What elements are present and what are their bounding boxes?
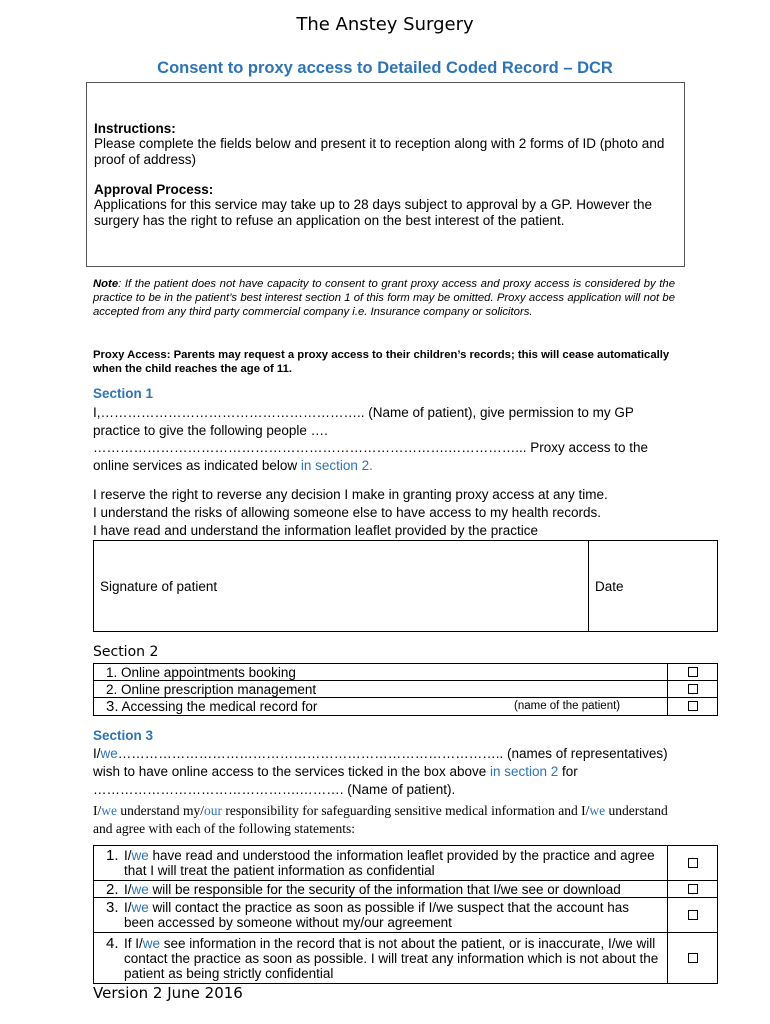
instructions-label: Instructions: [94, 121, 176, 136]
statement-text [124, 848, 661, 878]
section2-ref: in section 2 [489, 764, 559, 779]
signature-label: Signature of patient [100, 578, 218, 594]
service-checkbox[interactable] [688, 684, 698, 694]
service-label: Online prescription management [121, 681, 317, 697]
we-text: we [101, 803, 117, 818]
date-field[interactable] [589, 541, 718, 632]
statement-num: 4. [106, 934, 119, 952]
proxy-access-text: Proxy Access: Parents may request a proxy access to their children’s records; this will cease automatically when the child reaches the age of 11. [93, 349, 670, 375]
section3-paragraph2 [93, 802, 683, 838]
service-checkbox[interactable] [688, 667, 698, 677]
instructions-text: Please complete the fields below and present it to reception along with 2 forms of ID (photo and proof of address) [94, 136, 665, 167]
statement-text [124, 900, 661, 930]
services-table [93, 663, 718, 716]
statement-row [94, 898, 718, 933]
statement-row [94, 881, 718, 898]
statement-num: 3. [106, 899, 119, 916]
statement-text [124, 882, 621, 897]
approval-label: Approval Process: [94, 182, 214, 197]
note-paragraph [93, 277, 675, 319]
text: have read and understood the information leaflet provided by the practice and agree that I will treat the patient information as confidential [124, 848, 655, 878]
statement-row [94, 846, 718, 881]
text: will contact the practice as soon as possible if I/we suspect that the account has been accessed by someone without my/our agreement [124, 900, 630, 930]
service-num: 1. [106, 664, 118, 680]
statement-row [94, 933, 718, 984]
statement-checkbox[interactable] [688, 910, 698, 920]
statement-num: 2. [106, 880, 119, 898]
section1-line2 [93, 439, 683, 475]
we-text: we [131, 848, 149, 863]
date-label: Date [595, 578, 624, 594]
text: understand and agree with each of the following statements: [93, 803, 668, 836]
section1-line1: I,………………………………………………….. (Name of patient), give permission to my GP practice to give the following people …. [93, 405, 634, 438]
text: will be responsible for the security of the information that I/we see or download [148, 881, 621, 897]
service-row [94, 681, 718, 698]
signature-table [93, 540, 718, 632]
section1-line2-ref: in section 2. [300, 458, 373, 473]
statement-checkbox[interactable] [688, 953, 698, 963]
service-num: 2. [106, 681, 118, 697]
section2-heading: Section 2 [93, 644, 159, 660]
service-checkbox[interactable] [688, 701, 698, 711]
form-title: Consent to proxy access to Detailed Coded Record – DCR [157, 59, 613, 77]
service-row [94, 698, 718, 716]
statement-checkbox[interactable] [688, 858, 698, 868]
section1-statement2: I understand the risks of allowing someone else to have access to my health records. [93, 505, 602, 520]
statement-num: 1. [106, 847, 119, 864]
we-text: we [131, 881, 149, 897]
service-row [94, 664, 718, 681]
version-footer: Version 2 June 2016 [93, 984, 243, 1002]
text: for ……………………………………….………. (Name of patient). [93, 764, 578, 797]
signature-field[interactable] [94, 541, 589, 632]
text: see information in the record that is not about the patient, or is inaccurate, I/we will contact the practice as soon as possible. I will treat any information which is not about the patient as being strictly confidential [124, 935, 659, 981]
statement-text [124, 936, 661, 981]
text: responsibility for safeguarding sensitive medical information and I/ [222, 803, 590, 818]
text: If I/ [124, 935, 143, 951]
service-label: Accessing the medical record for [121, 699, 318, 714]
section1-statement1: I reserve the right to reverse any decision I make in granting proxy access at any time. [93, 487, 608, 502]
service-note: (name of the patient) [514, 700, 621, 712]
section1-statement3: I have read and understand the information leaflet provided by the practice [93, 523, 539, 538]
we-text: we [100, 746, 118, 761]
surgery-name: The Anstey Surgery [296, 14, 474, 35]
service-num: 3. [106, 698, 119, 715]
section3-heading: Section 3 [93, 728, 154, 743]
text: understand my/ [117, 803, 204, 818]
text: I/ [93, 803, 102, 818]
service-label: Online appointments booking [121, 664, 296, 680]
our-text: our [204, 803, 222, 818]
text: ………………………………………………………………………….. (names of representatives) wish to have online access to the services ticked in the box above [93, 746, 668, 779]
we-text: we [589, 803, 606, 818]
text: I/ [124, 900, 132, 915]
we-text: we [142, 935, 161, 951]
statement-checkbox[interactable] [688, 884, 698, 894]
note-text: : If the patient does not have capacity to consent to grant proxy access and proxy access is considered by the practice to be in the patient’s best interest section 1 of this form may be omitted. Proxy access application will not be accepted from any third party commercial company i.e. Insurance company or solicitors. [93, 278, 675, 318]
section3-paragraph1 [93, 745, 683, 799]
text: I/ [124, 881, 132, 897]
instructions-box [86, 82, 685, 267]
statements-table [93, 845, 718, 984]
section1-heading: Section 1 [93, 386, 154, 401]
section1-line2-text: …………………………………………………………………….……………... Proxy access to the online services as indicated below [93, 440, 649, 473]
we-text: we [131, 900, 149, 915]
approval-text: Applications for this service may take up to 28 days subject to approval by a GP. However the surgery has the right to refuse an application on the best interest of the patient. [94, 197, 653, 228]
note-label: Note [93, 278, 119, 290]
text: I/ [124, 848, 132, 863]
text: I/ [93, 746, 101, 761]
